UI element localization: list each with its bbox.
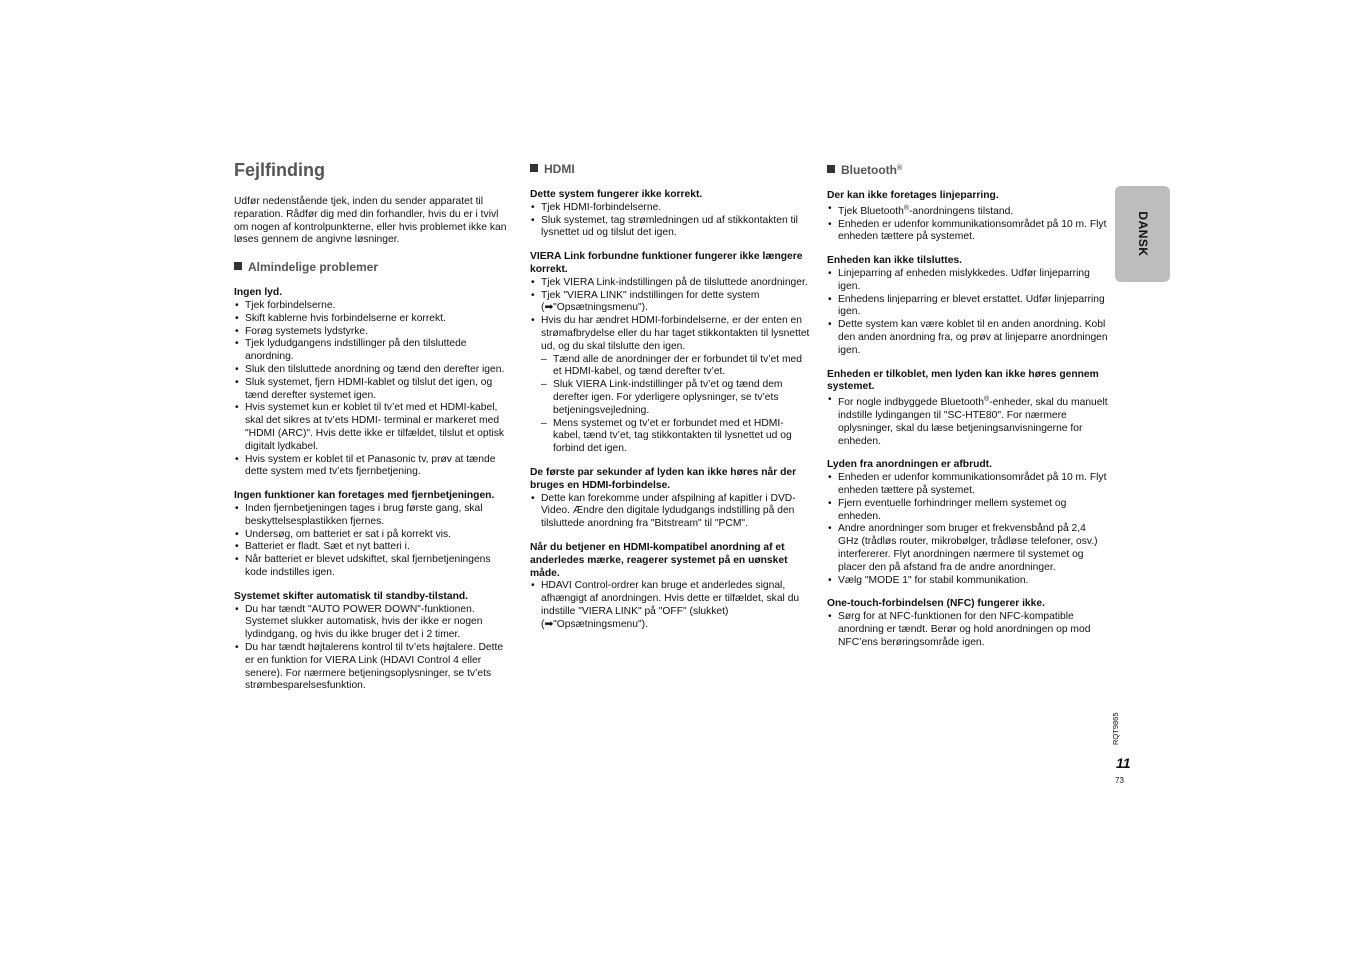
list-item: • Undersøg, om batteriet er sat i på korrekt vis. [234,529,512,542]
problem-heading: Når du betjener en HDMI-kompatibel anordning af et anderledes mærke, reagerer systemet på en uønsket måde. [530,541,788,579]
square-bullet-icon [234,262,242,270]
sub-list-item: – Tænd alle de anordninger der er forbundet til tv’et med et HDMI-kabel, og tænd derefter tv’et. [541,354,810,380]
list-item: • Fjern eventuelle forhindringer mellem systemet og enheden. [827,498,1109,524]
problem-heading: VIERA Link forbundne funktioner fungerer ikke længere korrekt. [530,251,803,275]
list-item: • Sluk den tilsluttede anordning og tænd den derefter igen. [234,364,512,377]
arrow-right-icon: ➡ [544,618,554,630]
list-item: • Hvis system er koblet til et Panasonic tv, prøv at tænde dette system med tv’ets fjernbetjening. [234,454,512,480]
list-item: • Hvis du har ændret HDMI-forbindelserne, er der enten en strømafbrydelse eller du har taget stikkontakten til lysnettet ud, og du skal tilslutte den igen. – Tænd alle de anordninger der er forbundet til tv’et med et HDMI-kabel, og tænd derefter tv’et. – Sluk VIERA Link-indstillinger på tv’et og tænd dem derefter igen. For yderligere oplysninger, se tv’ets betjeningsvejledning. – Mens systemet og tv’et er forbundet med et HDMI-kabel, tænd tv’et, tag stikkontakten til lysnettet ud og forbind det igen. [530,315,810,456]
section-heading-general: Almindelige problemer [234,260,512,274]
list-item: • Tjek lydudgangens indstillinger på den tilsluttede anordning. [234,338,512,364]
solution-list [530,580,810,631]
list-item: • Når batteriet er blevet udskiftet, skal fjernbetjeningens kode indstilles igen. [234,554,512,580]
list-item: • Dette kan forekomme under afspilning af kapitler i DVD-Video. Ændre den digitale lydudgangs indstilling på den tilsluttede anordning fra "Bitstream" til "PCM". [530,493,810,531]
page-number-secondary: 73 [1115,776,1124,785]
solution-list [530,277,810,456]
solution-list [827,203,1109,244]
solution-list [234,604,512,694]
square-bullet-icon [827,165,835,173]
solution-list [827,472,1109,587]
list-item: • Sørg for at NFC-funktionen for den NFC-kompatible anordning er tændt. Berør og hold anordningen op mod NFC’ens berøringsområde igen. [827,611,1109,649]
list-item: • Enheden er udenfor kommunikationsområdet på 10 m. Flyt enheden tættere på systemet. [827,472,1109,498]
language-tab: DANSK [1115,186,1170,282]
list-item: • Hvis systemet kun er koblet til tv’et med et HDMI-kabel, skal det sikres at tv’ets HDMI- terminal er markeret med "HDMI (ARC)". Hvis dette ikke er tilfældet, tilslut et optisk digitalt lydkabel. [234,402,512,453]
list-item: • For nogle indbyggede Bluetooth®-enheder, skal du manuelt indstille lydingangen til "SC-HTE80". For nærmere oplysninger, skal du læse betjeningsanvisningerne for enheden. [827,394,1109,448]
list-item: • Sluk systemet, tag strømledningen ud af stikkontakten til lysnettet ud og tilslut det igen. [530,215,810,241]
list-item: • Andre anordninger som bruger et frekvensbånd på 2,4 GHz (trådløs router, mikrobølger, trådløse telefoner, osv.) interfererer. Flyt anordningen nærmere til systemet og placer den på afstand fra de andre anordninger. [827,523,1109,574]
list-item: • Tjek forbindelserne. [234,300,512,313]
problem-heading: Lyden fra anordningen er afbrudt. [827,459,992,471]
list-item: • Batteriet er fladt. Sæt et nyt batteri i. [234,541,512,554]
solution-list [827,268,1109,358]
problem-heading: Der kan ikke foretages linjeparring. [827,190,999,201]
sub-list-item: – Sluk VIERA Link-indstillinger på tv’et og tænd dem derefter igen. For yderligere oplysninger, se tv’ets betjeningsvejledning. [541,379,810,417]
list-item: • Inden fjernbetjeningen tages i brug første gang, skal beskyttelsesplastikken fjernes. [234,503,512,529]
list-item: • Du har tændt "AUTO POWER DOWN"-funktionen. Systemet slukker automatisk, hvis der ikke er nogen lydindgang, og hvis du ikke bruger det i 2 timer. [234,604,512,642]
list-item: • Tjek HDMI-forbindelserne. [530,202,810,215]
arrow-right-icon: ➡ [544,302,554,314]
list-item: • Forøg systemets lydstyrke. [234,326,512,339]
column-left [234,156,512,704]
solution-list [530,202,810,240]
page-title: Fejlfinding [234,160,325,180]
list-item: • Enheden er udenfor kommunikationsområdet på 10 m. Flyt enheden tættere på systemet. [827,219,1109,245]
solution-list [234,300,512,479]
solution-list [530,493,810,531]
list-item: • Skift kablerne hvis forbindelserne er korrekt. [234,313,512,326]
document-code: RQT9865 [1111,712,1120,745]
list-item: • Dette system kan være koblet til en anden anordning. Kobl den anden anordning fra, og prøv at linjeparre anordningen igen. [827,319,1109,357]
list-item: • Sluk systemet, fjern HDMI-kablet og tilslut det igen, og tænd derefter systemet igen. [234,377,512,403]
problem-heading: De første par sekunder af lyden kan ikke høres når der bruges en HDMI-forbindelse. [530,466,797,491]
section-heading-hdmi: HDMI [530,162,810,176]
solution-list [827,394,1109,448]
list-item: • Enhedens linjeparring er blevet erstattet. Udfør linjeparring igen. [827,294,1109,320]
intro-paragraph: Udfør nedenstående tjek, inden du sender apparatet til reparation. Rådfør dig med din forhandler, hvis du er i tvivl om nogen af kontrolpunkterne, eller hvis problemet ikke kan løses gennem de angivne løsninger. [234,196,507,246]
sub-list-item: – Mens systemet og tv’et er forbundet med et HDMI-kabel, tænd tv’et, tag stikkontakten til lysnettet ud og forbind det igen. [541,418,810,456]
list-item: • Tjek VIERA Link-indstillingen på de tilsluttede anordninger. [530,277,810,290]
problem-heading: Ingen lyd. [234,287,283,299]
problem-heading: Enheden kan ikke tilsluttes. [827,255,963,267]
solution-list [234,503,512,580]
list-item: • Linjeparring af enheden mislykkedes. Udfør linjeparring igen. [827,268,1109,294]
sub-list [541,354,810,456]
page-number: 11 [1116,755,1131,771]
solution-list [827,611,1109,649]
problem-heading: Enheden er tilkoblet, men lyden kan ikke høres gennem systemet. [827,368,1099,393]
column-right [827,156,1109,661]
section-heading-bluetooth: Bluetooth® [827,162,1109,177]
problem-heading: Ingen funktioner kan foretages med fjernbetjeningen. [234,490,495,502]
square-bullet-icon [530,164,538,172]
list-item: • HDAVI Control-ordrer kan bruge et anderledes signal, afhængigt af anordningen. Hvis dette er tilfældet, skal du indstille "VIERA LINK" på "OFF" (slukket) (➡"Opsætningsmenu"). [530,580,810,631]
list-item: • Vælg "MODE 1" for stabil kommunikation. [827,575,1109,588]
column-middle [530,156,810,643]
problem-heading: One-touch-forbindelsen (NFC) fungerer ikke. [827,598,1045,610]
problem-heading: Systemet skifter automatisk til standby-tilstand. [234,590,469,602]
list-item: • Tjek Bluetooth®-anordningens tilstand. [827,203,1109,219]
problem-heading: Dette system fungerer ikke korrekt. [530,189,703,200]
list-item: • Tjek "VIERA LINK" indstillingen for dette system (➡"Opsætningsmenu"). [530,290,810,316]
list-item: • Du har tændt højtalerens kontrol til tv’ets højtalere. Dette er en funktion for VIERA Link (HDAVI Control 4 eller senere). For nærmere betjeningsoplysninger, se tv’ets strømbesparelsesfunktion. [234,642,512,693]
